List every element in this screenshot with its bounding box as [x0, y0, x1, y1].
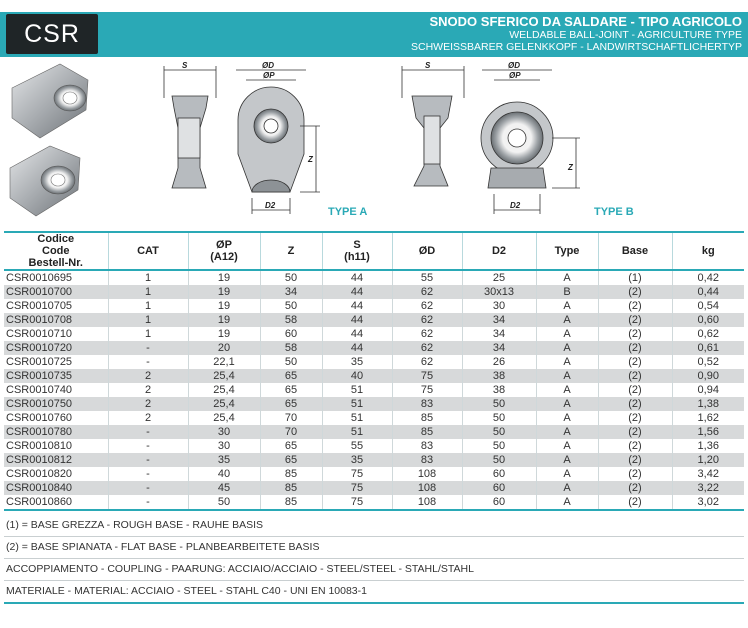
table-row: [4, 313, 744, 327]
table-cell: 1,36: [672, 439, 744, 453]
table-cell: A: [536, 411, 598, 425]
table-row: [4, 270, 744, 285]
table-cell: A: [536, 495, 598, 510]
table-cell: 44: [322, 341, 392, 355]
table-cell: 62: [392, 327, 462, 341]
table-row: [4, 467, 744, 481]
table-cell: CSR0010735: [4, 369, 108, 383]
table-cell: CSR0010725: [6, 356, 73, 368]
notes: [4, 515, 744, 604]
table-cell: 40: [322, 369, 392, 383]
table-cell: 26: [462, 355, 536, 369]
specification-table: [4, 231, 744, 511]
table-cell: 1,20: [672, 453, 744, 467]
type-a-side-view: [164, 66, 216, 188]
table-cell: (2): [598, 369, 672, 383]
table-cell: 34: [462, 327, 536, 341]
table-cell: 2: [108, 411, 188, 425]
table-cell: -: [108, 467, 188, 481]
table-cell: (2): [598, 453, 672, 467]
table-cell: 44: [322, 327, 392, 341]
dim-z-a: Z: [308, 155, 313, 164]
table-cell: 50: [462, 425, 536, 439]
table-cell: 25,4: [188, 369, 260, 383]
table-cell: 1: [108, 327, 188, 341]
table-body: [4, 270, 744, 510]
table-cell: 75: [322, 467, 392, 481]
table-cell: (2): [598, 495, 672, 510]
table-cell: 1: [108, 270, 188, 285]
table-row: [4, 439, 744, 453]
table-cell: A: [536, 369, 598, 383]
col-header-s: S (h11): [322, 232, 392, 270]
table-cell: 3,02: [672, 495, 744, 510]
table-cell: 60: [462, 495, 536, 510]
table-cell: 50: [260, 270, 322, 285]
table-cell: 65: [260, 397, 322, 411]
technical-drawings: [0, 58, 748, 228]
table-cell: 85: [260, 495, 322, 510]
table-row: [4, 383, 744, 397]
table-cell: (2): [598, 481, 672, 495]
table-cell: 35: [322, 453, 392, 467]
table-cell: (2): [598, 411, 672, 425]
table-cell: 25: [462, 270, 536, 285]
table-cell: CSR0010740: [6, 384, 73, 396]
table-cell: (2): [598, 467, 672, 481]
table-cell: CSR0010820: [6, 468, 73, 480]
table-cell: 30: [188, 439, 260, 453]
table-cell: 44: [322, 285, 392, 299]
table-cell: 25,4: [188, 397, 260, 411]
table-cell: 50: [462, 397, 536, 411]
table-cell: 85: [260, 481, 322, 495]
dim-d-b: ØD: [508, 61, 520, 70]
table-cell: 62: [392, 341, 462, 355]
table-row: [4, 411, 744, 425]
table-cell: A: [536, 313, 598, 327]
table-cell: 19: [188, 270, 260, 285]
table-row: [4, 285, 744, 299]
table-cell: 65: [260, 369, 322, 383]
table-cell: -: [108, 439, 188, 453]
table-cell: CSR0010708: [4, 313, 108, 327]
table-cell: 85: [392, 411, 462, 425]
table-cell: A: [536, 383, 598, 397]
table-cell: 30: [462, 299, 536, 313]
table-cell: 0,61: [672, 341, 744, 355]
table-cell: 1,56: [672, 425, 744, 439]
table-cell: 55: [322, 439, 392, 453]
table-cell: 0,60: [672, 313, 744, 327]
table-cell: 70: [260, 411, 322, 425]
table-cell: -: [108, 453, 188, 467]
table-cell: A: [536, 355, 598, 369]
table-cell: 1,38: [672, 397, 744, 411]
table-cell: 58: [260, 341, 322, 355]
table-cell: A: [536, 299, 598, 313]
title-italian: SNODO SFERICO DA SALDARE - TIPO AGRICOLO: [429, 14, 742, 29]
table-cell: (2): [598, 383, 672, 397]
table-cell: 40: [188, 467, 260, 481]
table-cell: CSR0010720: [4, 341, 108, 355]
table-row: [4, 341, 744, 355]
table-cell: 35: [188, 453, 260, 467]
table-row: [4, 355, 744, 369]
table-cell: CSR0010695: [6, 272, 73, 284]
table-cell: 19: [188, 313, 260, 327]
table-cell: A: [536, 397, 598, 411]
table-cell: 108: [392, 481, 462, 495]
table-cell: 1: [108, 285, 188, 299]
table-cell: 2: [108, 369, 188, 383]
table-cell: 19: [188, 327, 260, 341]
table-cell: 50: [462, 439, 536, 453]
table-cell: 51: [322, 425, 392, 439]
table-cell: A: [536, 327, 598, 341]
table-row: [4, 299, 744, 313]
table-cell: 62: [392, 355, 462, 369]
table-cell: 1: [108, 299, 188, 313]
note-material: MATERIALE - MATERIAL: ACCIAIO - STEEL - STAHL C40 - UNI EN 10083-1: [4, 581, 744, 604]
title-german: SCHWEISSBARER GELENKKOPF - LANDWIRTSCHAFTLICHERTYP: [410, 41, 742, 53]
dim-s-a: S: [182, 61, 188, 70]
table-cell: 34: [260, 285, 322, 299]
table-cell: 75: [322, 495, 392, 510]
table-cell: 38: [462, 383, 536, 397]
table-cell: 2: [108, 383, 188, 397]
type-a-label: TYPE A: [328, 206, 368, 218]
table-cell: (2): [598, 327, 672, 341]
table-cell: 3,22: [672, 481, 744, 495]
table-cell: -: [108, 425, 188, 439]
table-cell: 51: [322, 397, 392, 411]
table-cell: 3,42: [672, 467, 744, 481]
col-header-cat: CAT: [108, 232, 188, 270]
table-cell: 30x13: [462, 285, 536, 299]
title-english: WELDABLE BALL-JOINT - AGRICULTURE TYPE: [509, 29, 742, 41]
table-cell: (2): [598, 355, 672, 369]
table-cell: (2): [598, 313, 672, 327]
table-cell: 0,42: [672, 270, 744, 285]
table-cell: 60: [462, 467, 536, 481]
table-cell: (2): [598, 439, 672, 453]
table-cell: 2: [108, 397, 188, 411]
table-cell: 0,52: [672, 355, 744, 369]
product-code-badge: CSR: [6, 14, 98, 54]
table-cell: 51: [322, 411, 392, 425]
table-cell: 83: [392, 439, 462, 453]
table-cell: 65: [260, 383, 322, 397]
table-cell: 60: [260, 327, 322, 341]
table-cell: A: [536, 481, 598, 495]
table-cell: 19: [188, 285, 260, 299]
table-cell: 51: [322, 383, 392, 397]
table-cell: 58: [260, 313, 322, 327]
note-coupling: ACCOPPIAMENTO - COUPLING - PAARUNG: ACCIAIO/ACCIAIO - STEEL/STEEL - STAHL/STAHL: [4, 559, 744, 581]
table-cell: 65: [260, 453, 322, 467]
table-cell: 0,62: [672, 327, 744, 341]
table-cell: 50: [260, 355, 322, 369]
table-cell: 83: [392, 453, 462, 467]
table-cell: (2): [598, 341, 672, 355]
table-cell: 65: [260, 439, 322, 453]
table-cell: CSR0010750: [4, 397, 108, 411]
table-cell: 75: [392, 369, 462, 383]
drawings-svg: [0, 58, 748, 228]
dim-d2-a: D2: [265, 201, 276, 210]
table-cell: CSR0010810: [6, 440, 73, 452]
table-cell: 50: [260, 299, 322, 313]
dim-d-a: ØD: [262, 61, 274, 70]
table-cell: 35: [322, 355, 392, 369]
table-cell: B: [536, 285, 598, 299]
col-header-d2: D2: [462, 232, 536, 270]
table-cell: 62: [392, 313, 462, 327]
table-cell: 0,90: [672, 369, 744, 383]
table-row: [4, 327, 744, 341]
table-cell: 20: [188, 341, 260, 355]
table-cell: 0,54: [672, 299, 744, 313]
table-cell: 50: [462, 453, 536, 467]
table-cell: A: [536, 439, 598, 453]
table-cell: 62: [392, 285, 462, 299]
table-cell: 45: [188, 481, 260, 495]
table-cell: A: [536, 425, 598, 439]
table-cell: CSR0010780: [4, 425, 108, 439]
table-cell: 108: [392, 467, 462, 481]
col-header-p: ØP (A12): [188, 232, 260, 270]
table-cell: -: [108, 341, 188, 355]
table-cell: 50: [462, 411, 536, 425]
dim-z-b: Z: [568, 163, 573, 172]
note-rough-base: (1) = BASE GREZZA - ROUGH BASE - RAUHE BASIS: [4, 515, 744, 537]
col-header-kg: kg: [672, 232, 744, 270]
type-b-side-view: [402, 66, 464, 186]
render-3d-top-icon: [12, 64, 88, 138]
table-cell: (2): [598, 285, 672, 299]
table-cell: 44: [322, 313, 392, 327]
dim-p-a: ØP: [263, 71, 275, 80]
dim-p-b: ØP: [509, 71, 521, 80]
table-cell: CSR0010840: [4, 481, 108, 495]
col-header-type: Type: [536, 232, 598, 270]
table-cell: 22,1: [188, 355, 260, 369]
type-b-front-view: [481, 70, 580, 214]
table-cell: 19: [188, 299, 260, 313]
note-flat-base: (2) = BASE SPIANATA - FLAT BASE - PLANBEARBEITETE BASIS: [4, 537, 744, 559]
table-cell: CSR0010700: [4, 285, 108, 299]
table-cell: 0,44: [672, 285, 744, 299]
table-row: [4, 481, 744, 495]
table-cell: A: [536, 270, 598, 285]
table-row: [4, 369, 744, 383]
table-cell: 44: [322, 270, 392, 285]
table-cell: CSR0010705: [6, 300, 73, 312]
table-cell: 60: [462, 481, 536, 495]
table-cell: 75: [322, 481, 392, 495]
table-cell: CSR0010860: [4, 495, 108, 510]
table-row: [4, 397, 744, 411]
table-cell: 34: [462, 313, 536, 327]
table-cell: 55: [392, 270, 462, 285]
table-row: [4, 425, 744, 439]
table-cell: 85: [392, 425, 462, 439]
col-header-code: Codice Code Bestell-Nr.: [4, 232, 108, 270]
col-header-z: Z: [260, 232, 322, 270]
table-cell: 50: [188, 495, 260, 510]
table-cell: 70: [260, 425, 322, 439]
table-cell: 34: [462, 341, 536, 355]
table-cell: 38: [462, 369, 536, 383]
type-b-label: TYPE B: [594, 206, 634, 218]
table-cell: 30: [188, 425, 260, 439]
col-header-base: Base: [598, 232, 672, 270]
render-3d-bottom-icon: [10, 146, 80, 216]
table-cell: -: [108, 355, 188, 369]
header-titles: [411, 14, 742, 53]
table-cell: 1,62: [672, 411, 744, 425]
table-cell: CSR0010760: [6, 412, 73, 424]
table-cell: A: [536, 341, 598, 355]
table-cell: (1): [598, 270, 672, 285]
type-a-front-view: [236, 70, 320, 214]
table-cell: 25,4: [188, 383, 260, 397]
table-cell: (2): [598, 299, 672, 313]
table-cell: 85: [260, 467, 322, 481]
dim-s-b: S: [425, 61, 431, 70]
table-cell: CSR0010812: [4, 453, 108, 467]
table-cell: (2): [598, 397, 672, 411]
table-cell: 0,94: [672, 383, 744, 397]
table-cell: 62: [392, 299, 462, 313]
table-header-row: [4, 232, 744, 270]
table-cell: 75: [392, 383, 462, 397]
table-cell: A: [536, 467, 598, 481]
table-cell: 25,4: [188, 411, 260, 425]
table-cell: 44: [322, 299, 392, 313]
table-row: [4, 453, 744, 467]
col-header-d: ØD: [392, 232, 462, 270]
table-cell: 83: [392, 397, 462, 411]
table-cell: (2): [598, 425, 672, 439]
dim-d2-b: D2: [510, 201, 521, 210]
table-cell: -: [108, 495, 188, 510]
table-cell: 108: [392, 495, 462, 510]
table-cell: A: [536, 453, 598, 467]
table-cell: -: [108, 481, 188, 495]
table-row: [4, 495, 744, 510]
table-cell: 1: [108, 313, 188, 327]
table-cell: CSR0010710: [6, 328, 73, 340]
